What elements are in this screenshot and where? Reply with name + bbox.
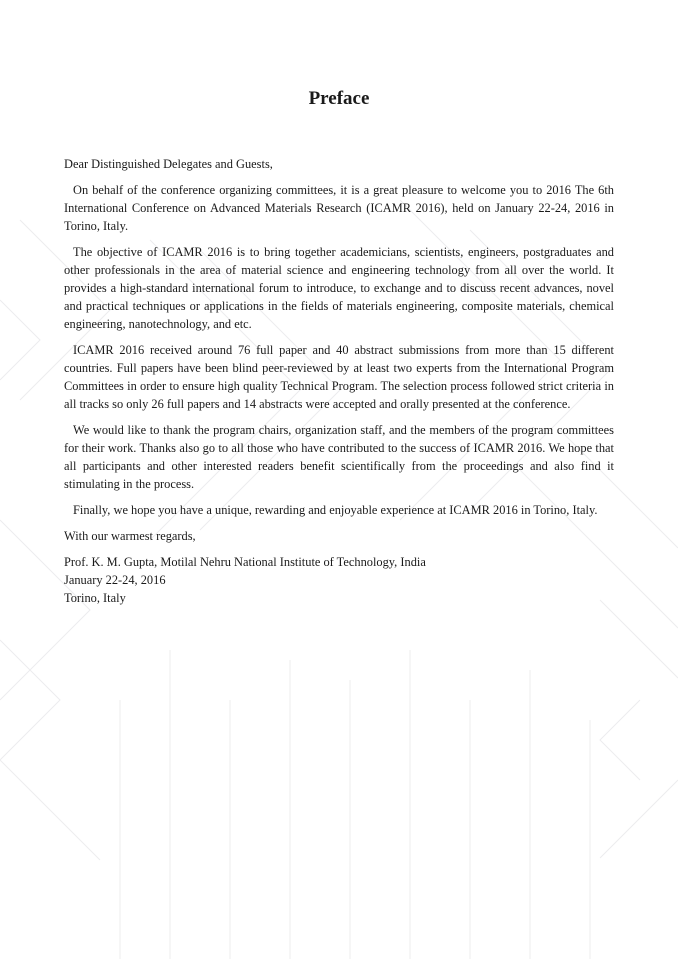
closing: With our warmest regards, — [64, 529, 196, 543]
paragraph-finally: Finally, we hope you have a unique, rewarding and enjoyable experience at ICAMR 2016 in Torino, Italy. — [73, 503, 598, 517]
salutation: Dear Distinguished Delegates and Guests, — [64, 157, 273, 171]
paragraph-objective: The objective of ICAMR 2016 is to bring together academicians, scientists, engineers, postgraduates and other professionals in the area of material science and engineering technology from all over the world. It provides a high-standard international forum to introduce, to exchange and to discuss recent advances, novel and practical techniques or applications in the fields of materials engineering, composite materials, chemical engineering, nanotechnology, and etc. — [64, 245, 614, 331]
signature-name-affiliation: Prof. K. M. Gupta, Motilal Nehru National Institute of Technology, India — [64, 555, 426, 569]
page-title: Preface — [308, 88, 370, 109]
paragraph-submissions: ICAMR 2016 received around 76 full paper and 40 abstract submissions from more than 15 different countries. Full papers have been blind peer-reviewed by at least two experts from the International Program Committees in order to ensure high quality Technical Program. The selection process followed strict criteria in all tracks so only 26 full papers and 14 abstracts were accepted and orally presented at the conference. — [64, 343, 614, 411]
signature-location: Torino, Italy — [64, 591, 126, 605]
preface-page — [64, 87, 614, 607]
signature-date: January 22-24, 2016 — [64, 573, 166, 587]
paragraph-thanks: We would like to thank the program chairs, organization staff, and the members of the program committees for their work. Thanks also go to all those who have contributed to the success of ICAMR 2016. We hope that all participants and other interested readers benefit scientifically from the proceedings and also find it stimulating in the process. — [64, 423, 614, 491]
signature-block — [64, 553, 614, 607]
paragraph-welcome: On behalf of the conference organizing committees, it is a great pleasure to welcome you to 2016 The 6th International Conference on Advanced Materials Research (ICAMR 2016), held on January 22-24, 2016 in Torino, Italy. — [64, 183, 614, 233]
